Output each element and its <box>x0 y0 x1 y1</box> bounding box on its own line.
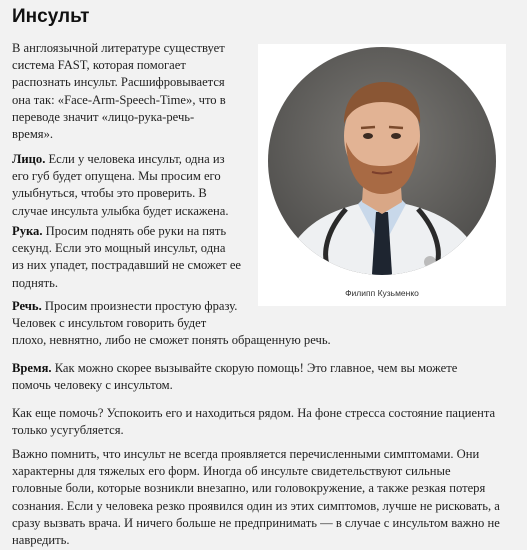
photo-caption: Филипп Кузьменко <box>345 288 419 298</box>
face-paragraph: Лицо. Если у человека инсульт, одна из его губ будет опущена. Мы просим его улыбнуться, чтобы это проверить. В случае инсульта улыбка будет искажена. <box>12 152 229 218</box>
time-term: Время. <box>12 361 52 375</box>
arm-term: Рука. <box>12 224 43 238</box>
article-title: Инсульт <box>12 6 90 27</box>
arm-paragraph: Рука. Просим поднять обе руки на пять секунд. Если это мощный инсульт, одна из них упадет, пострадавший не сможет ее поднять. <box>12 224 241 290</box>
speech-term: Речь. <box>12 299 42 313</box>
time-paragraph: Время. Как можно скорее вызывайте скорую помощь! Это главное, чем вы можете помочь человеку с инсультом. <box>12 361 458 393</box>
intro-paragraph: В англоязычной литературе существует система FAST, которая помогает распознать инсульт. Расшифровывается она так: «Face-Arm-Speech-Time», что в переводе значит «лицо-рука-речь- время». <box>12 41 226 142</box>
doctor-photo <box>258 44 506 306</box>
doctor-portrait-image <box>258 44 506 284</box>
important-paragraph: Важно помнить, что инсульт не всегда проявляется перечисленными симптомами. Они характерны для тяжелых его форм. Иногда об инсульте свидетельствуют сильные головные боли, которые возникли внезапно, или головокружение, а также резкая потеря сознания. Если у человека резко проявился один из этих симптомов, лучше не рисковать, а сразу вызвать врача. И ничего больше не предпринимать — в случае с инсультом важно не навредить. <box>12 447 500 548</box>
face-term: Лицо. <box>12 152 46 166</box>
help-paragraph: Как еще помочь? Успокоить его и находиться рядом. На фоне стресса состояние пациента только усугубляется. <box>12 406 496 438</box>
speech-paragraph: Речь. Просим произнести простую фразу. Человек с инсультом говорить будет плохо, невнятно, либо не сможет понять обращенную речь. <box>12 299 331 348</box>
